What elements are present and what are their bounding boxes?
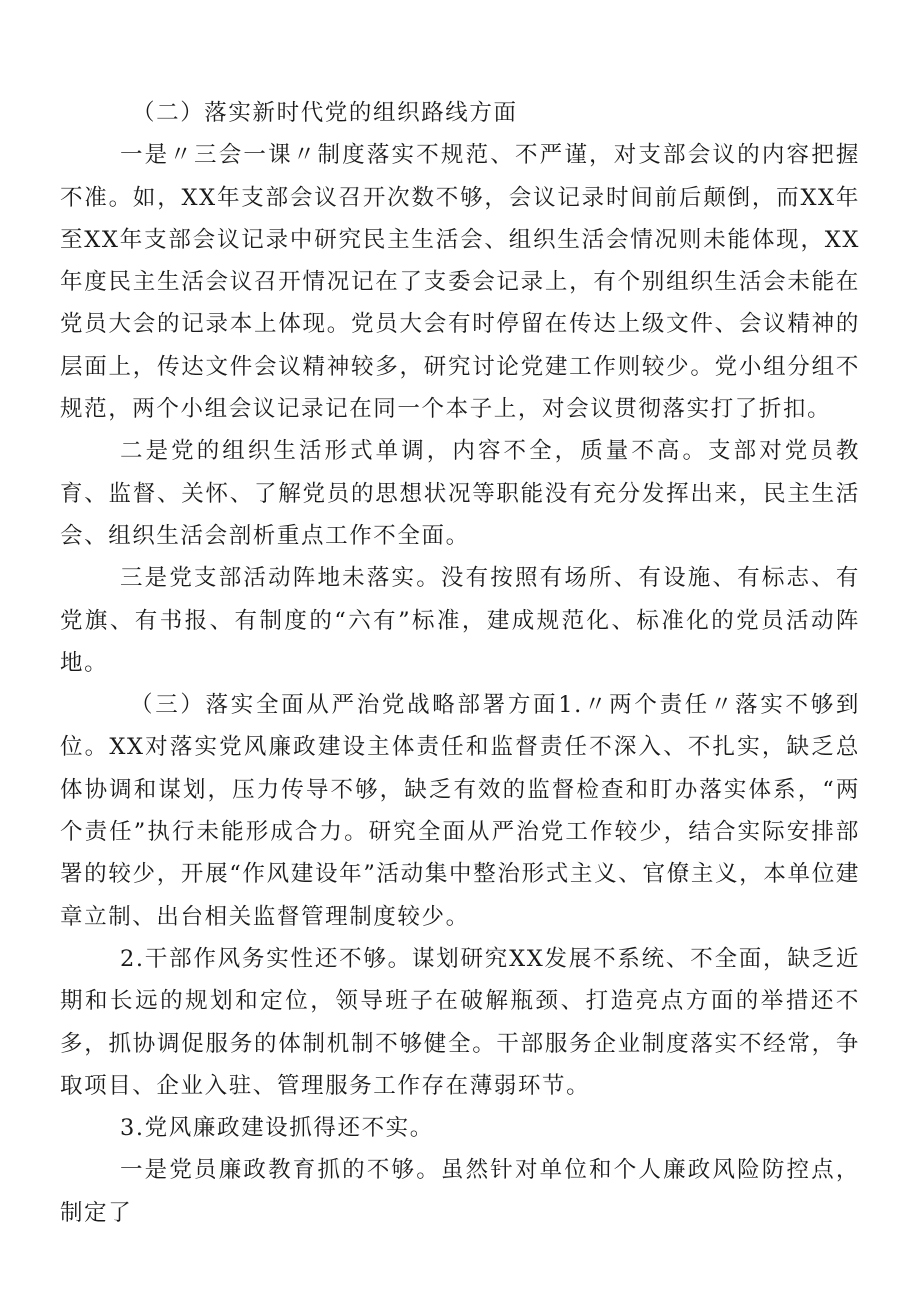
paragraph: 二是党的组织生活形式单调，内容不全，质量不高。支部对党员教育、监督、关怀、了解党员的思想状况等职能没有充分发挥出来，民主生活会、组织生活会剖析重点工作不全面。: [60, 438, 860, 549]
section-heading-2: （二）落实新时代党的组织路线方面: [132, 100, 518, 126]
paragraph: 3.党风廉政建设抓得还不实。: [120, 1115, 434, 1142]
paragraph: 一是党员廉政教育抓的不够。虽然针对单位和个人廉政风险防控点，制定了: [60, 1157, 860, 1226]
paragraph: 2.干部作风务实性还不够。谋划研究XX发展不系统、不全面，缺乏近期和长远的规划和定位，领导班子在破解瓶颈、打造亮点方面的举措还不多，抓协调促服务的体制机制不够健全。干部服务企业制度落实不经常，争取项目、企业入驻、管理服务工作存在薄弱环节。: [60, 945, 860, 1099]
paragraph: 三是党支部活动阵地未落实。没有按照有场所、有设施、有标志、有党旗、有书报、有制度的“六有”标准，建成规范化、标准化的党员活动阵地。: [60, 565, 860, 676]
paragraph: （三）落实全面从严治党战略部署方面1.〃两个责任〃落实不够到位。XX对落实党风廉政建设主体责任和监督责任不深入、不扎实，缺乏总体协调和谋划，压力传导不够，缺乏有效的监督检查和盯办落实体系，“两个责任”执行未能形成合力。研究全面从严治党工作较少，结合实际安排部署的较少，开展“作风建设年”活动集中整治形式主义、官僚主义，本单位建章立制、出台相关监督管理制度较少。: [60, 692, 860, 930]
paragraph: 一是〃三会一课〃制度落实不规范、不严谨，对支部会议的内容把握不准。如，XX年支部会议召开次数不够，会议记录时间前后颠倒，而XX年至XX年支部会议记录中研究民主生活会、组织生活会情况则未能体现，XX年度民主生活会议召开情况记在了支委会记录上，有个别组织生活会未能在党员大会的记录本上体现。党员大会有时停留在传达上级文件、会议精神的层面上，传达文件会议精神较多，研究讨论党建工作则较少。党小组分组不规范，两个小组会议记录记在同一个本子上，对会议贯彻落实打了折扣。: [60, 142, 860, 423]
